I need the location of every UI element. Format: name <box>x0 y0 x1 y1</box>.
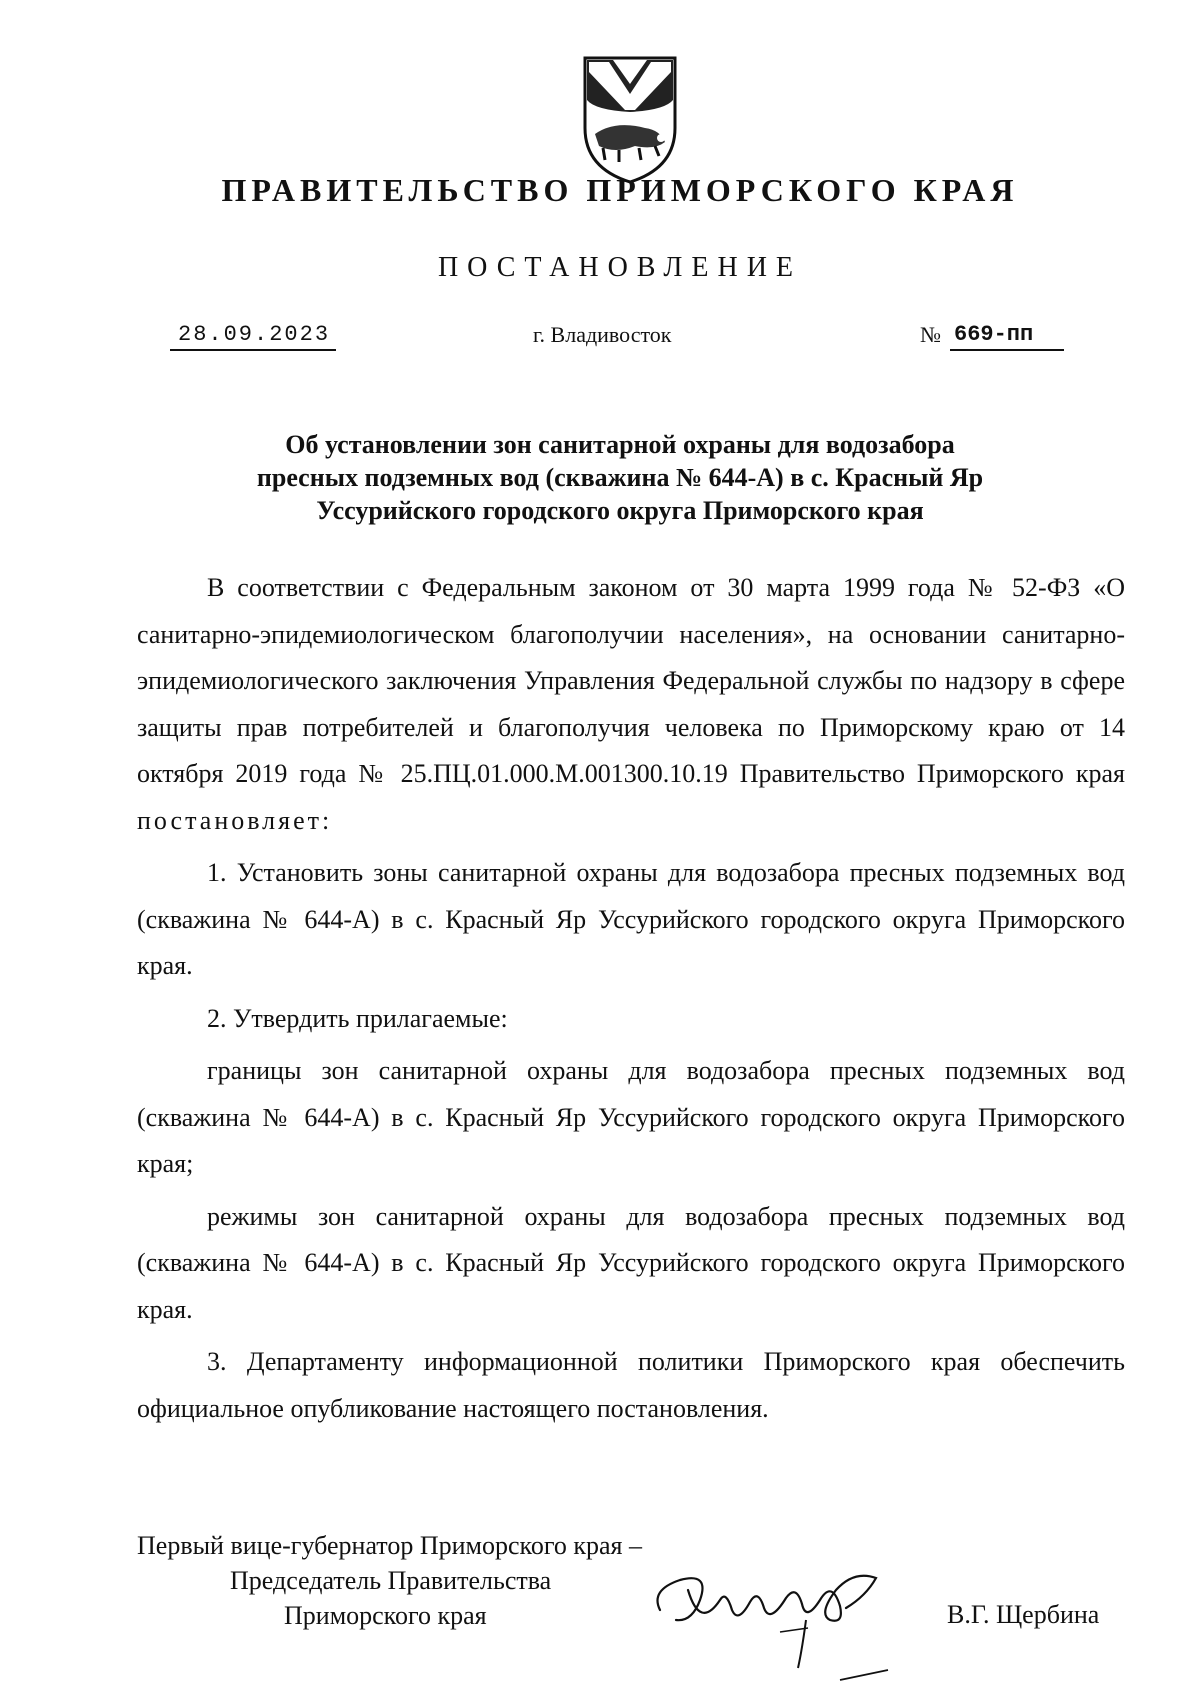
document-type: ПОСТАНОВЛЕНИЕ <box>437 252 803 283</box>
signer-position-line: Первый вице-губернатор Приморского края – <box>137 1531 642 1560</box>
signer-name: В.Г. Щербина <box>947 1600 1100 1629</box>
paragraph-item-2-borders: границы зон санитарной охраны для водозабора пресных подземных вод (скважина № 644-А) в с. Красный Яр Уссурийского городского округа Приморского края; <box>137 1056 1125 1178</box>
decree-word: постановляет <box>137 805 323 835</box>
document-date: 28.09.2023 <box>170 322 336 351</box>
paragraph-item-2-regimes: режимы зон санитарной охраны для водозабора пресных подземных вод (скважина № 644-А) в с. Красный Яр Уссурийского городского округа Приморского края. <box>137 1201 1125 1324</box>
signer-position-line: Приморского края <box>284 1601 487 1630</box>
decree-colon: : <box>322 805 330 835</box>
paragraph-item-1: 1. Установить зоны санитарной охраны для водозабора пресных подземных вод (скважина № 644-А) в с. Красный Яр Уссурийского городского округа Приморского края. <box>137 858 1125 980</box>
subject-line: Уссурийского городского округа Приморского края <box>316 496 924 525</box>
preamble-text: В соответствии с Федеральным законом от 30 марта 1999 года № 52-ФЗ «О санитарно-эпидемиологическом благополучии населения», на основании санитарно-эпидемиологического заключения Управления Федеральной службы по надзору в сфере защиты прав потребителей и благополучия человека по Приморскому краю от 14 октября 2019 года № 25.ПЦ.01.000.М.001300.10.19 Правительство Приморского края <box>137 573 1125 788</box>
document-body <box>137 565 1125 1432</box>
document-number: 669-пп <box>950 322 1064 351</box>
coat-of-arms-icon <box>575 50 685 186</box>
subject-line: пресных подземных вод (скважина № 644-А) в с. Красный Яр <box>256 463 984 492</box>
preamble-paragraph <box>137 565 1125 844</box>
paragraph-item-2: 2. Утвердить прилагаемые: <box>207 1003 508 1033</box>
subject-line: Об установлении зон санитарной охраны для водозабора <box>285 430 955 459</box>
signer-position-line: Председатель Правительства <box>230 1566 552 1595</box>
number-label: № <box>920 322 941 347</box>
document-subject <box>160 428 1080 527</box>
government-title: ПРАВИТЕЛЬСТВО ПРИМОРСКОГО КРАЯ <box>221 172 1019 208</box>
document-city: г. Владивосток <box>533 322 672 347</box>
paragraph-item-3: 3. Департаменту информационной политики Приморского края обеспечить официальное опубликование настоящего постановления. <box>137 1347 1125 1423</box>
signer-position <box>137 1528 642 1633</box>
handwritten-signature <box>640 1550 910 1690</box>
